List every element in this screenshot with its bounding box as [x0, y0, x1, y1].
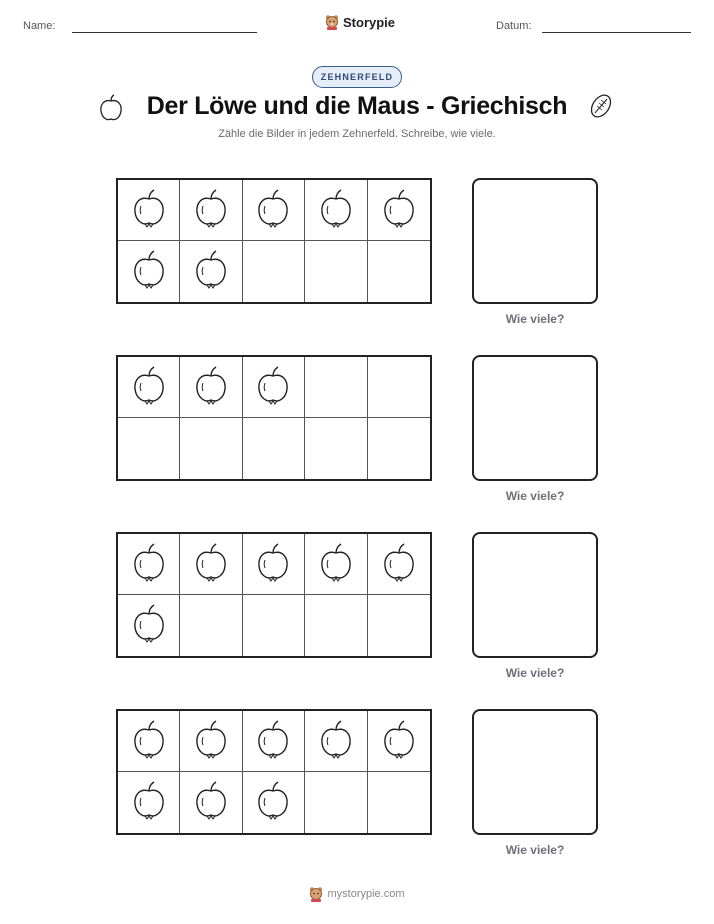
- frame-cell: [180, 241, 242, 302]
- frame-cell: [305, 534, 367, 595]
- seed-icon: [587, 91, 615, 121]
- ten-frame: [116, 355, 432, 481]
- answer-box[interactable]: [472, 178, 598, 304]
- instructions: Zähle die Bilder in jedem Zehnerfeld. Schreibe, wie viele.: [218, 128, 496, 140]
- apple-icon: [255, 187, 291, 234]
- frame-cell: [118, 180, 180, 241]
- frame-cell: [368, 418, 430, 479]
- frame-cell: [118, 241, 180, 302]
- apple-icon: [131, 541, 167, 588]
- frame-cell: [118, 418, 180, 479]
- frame-cell: [243, 534, 305, 595]
- frame-cell: [243, 711, 305, 772]
- apple-icon: [131, 248, 167, 295]
- topic-badge: ZEHNERFELD: [312, 66, 402, 88]
- apple-icon: [318, 718, 354, 765]
- apple-icon: [318, 187, 354, 234]
- frame-cell: [118, 534, 180, 595]
- apple-icon: [193, 187, 229, 234]
- apple-icon: [255, 718, 291, 765]
- frame-cell: [118, 711, 180, 772]
- answer-label: Wie viele?: [505, 843, 565, 857]
- frame-cell: [368, 241, 430, 302]
- frame-cell: [305, 357, 367, 418]
- apple-icon: [381, 541, 417, 588]
- apple-icon: [131, 602, 167, 649]
- frame-cell: [180, 772, 242, 833]
- footer: [0, 886, 714, 902]
- frame-cell: [305, 241, 367, 302]
- apple-icon: [193, 718, 229, 765]
- frame-cell: [180, 418, 242, 479]
- apple-icon: [131, 364, 167, 411]
- name-line[interactable]: [72, 32, 257, 33]
- frame-cell: [305, 180, 367, 241]
- ten-frame: [116, 532, 432, 658]
- frame-cell: [118, 595, 180, 656]
- worksheet-title: Der Löwe und die Maus - Griechisch: [146, 92, 568, 120]
- frame-cell: [243, 241, 305, 302]
- frame-cell: [368, 711, 430, 772]
- apple-icon: [193, 248, 229, 295]
- frame-cell: [368, 772, 430, 833]
- frame-cell: [368, 534, 430, 595]
- date-line[interactable]: [542, 32, 691, 33]
- frame-cell: [180, 357, 242, 418]
- frame-cell: [368, 357, 430, 418]
- apple-icon: [131, 187, 167, 234]
- frame-cell: [368, 595, 430, 656]
- apple-icon: [255, 779, 291, 826]
- frame-cell: [243, 595, 305, 656]
- frame-cell: [180, 711, 242, 772]
- apple-icon: [131, 718, 167, 765]
- apple-icon: [193, 364, 229, 411]
- frame-cell: [305, 595, 367, 656]
- date-label: Datum:: [496, 20, 532, 32]
- answer-label: Wie viele?: [505, 312, 565, 326]
- frame-cell: [118, 357, 180, 418]
- answer-box[interactable]: [472, 532, 598, 658]
- frame-cell: [243, 180, 305, 241]
- answer-box[interactable]: [472, 355, 598, 481]
- name-label: Name:: [23, 20, 56, 32]
- answer-label: Wie viele?: [505, 666, 565, 680]
- brand-name: Storypie: [343, 14, 396, 30]
- frame-cell: [180, 180, 242, 241]
- apple-icon: [318, 541, 354, 588]
- apple-icon: [255, 364, 291, 411]
- apple-icon: [255, 541, 291, 588]
- apple-icon: [193, 779, 229, 826]
- footer-url[interactable]: mystorypie.com: [327, 888, 405, 900]
- frame-cell: [180, 534, 242, 595]
- brand-mascot-icon: [325, 14, 339, 30]
- footer-mascot-icon: [309, 886, 323, 902]
- answer-label: Wie viele?: [505, 489, 565, 503]
- apple-icon: [381, 187, 417, 234]
- answer-box[interactable]: [472, 709, 598, 835]
- ten-frame: [116, 709, 432, 835]
- frame-cell: [118, 772, 180, 833]
- apple-icon: [381, 718, 417, 765]
- frame-cell: [305, 772, 367, 833]
- frame-cell: [305, 711, 367, 772]
- ten-frame: [116, 178, 432, 304]
- apple-icon: [131, 779, 167, 826]
- frame-cell: [180, 595, 242, 656]
- frame-cell: [243, 357, 305, 418]
- brand-logo: [325, 14, 395, 30]
- frame-cell: [368, 180, 430, 241]
- frame-cell: [305, 418, 367, 479]
- frame-cell: [243, 772, 305, 833]
- apple-icon: [193, 541, 229, 588]
- frame-cell: [243, 418, 305, 479]
